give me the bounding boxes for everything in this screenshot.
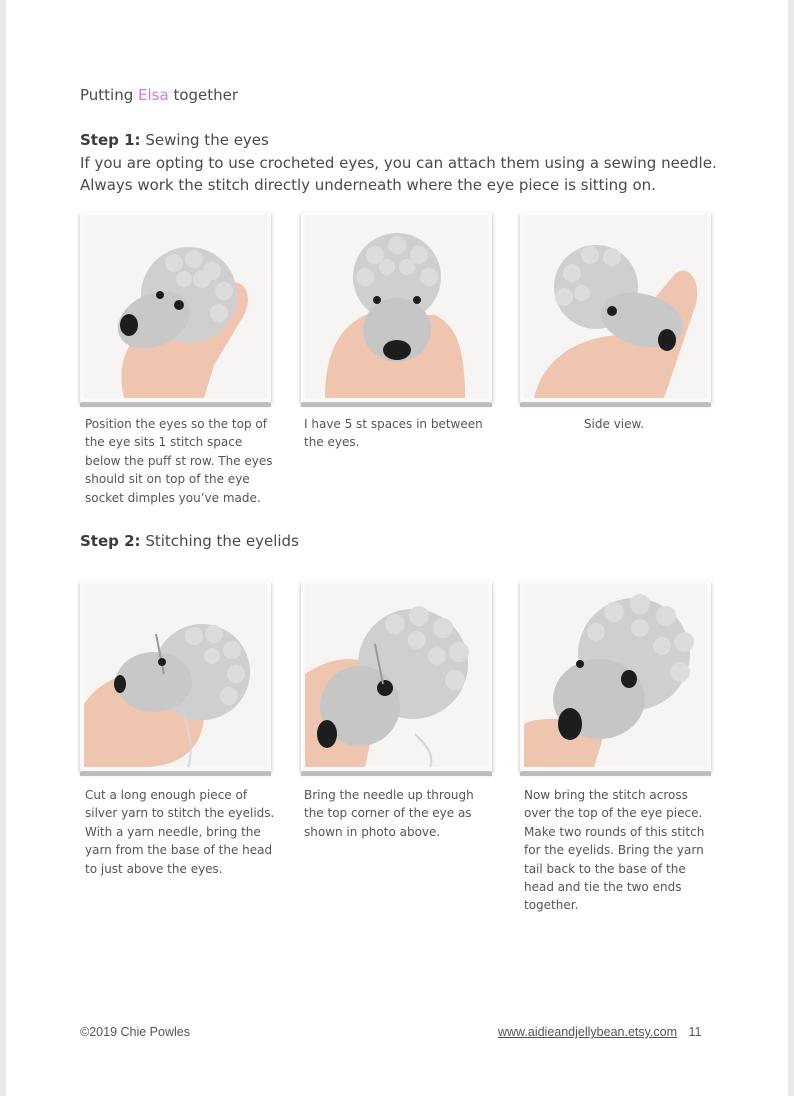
footer-url-link[interactable]: www.aidieandjellybean.etsy.com [498,1025,678,1039]
step2-caption-2: Bring the needle up through the top corner of the eye as shown in photo above. [304,788,474,839]
footer-copyright: ©2019 Chie Powles [80,1025,190,1039]
photo-shadow [520,772,711,776]
photo-front-angle [80,211,271,402]
photo-shadow [80,403,271,407]
step1-intro [80,152,740,196]
step1-caption-1: Position the eyes so the top of the eye sits 1 stitch space below the puff st row. The eyes should sit on top of the eye socket dimples you’ve made. [85,417,273,505]
step1-caption-3: Side view. [583,417,645,431]
step2-caption-1: Cut a long enough piece of silver yarn to stitch the eyelids. With a yarn needle, bring the yarn from the base of the head to just above the eyes. [85,788,275,876]
title-prefix: Putting [80,86,134,104]
step2-label: Step 2: [80,532,141,550]
photo-side-view [520,211,711,402]
title-suffix: together [173,86,239,104]
photo-needle-through-eye [301,580,492,771]
step2-heading [80,532,299,550]
photo-eyelid-stitched [520,580,711,771]
step1-title: Sewing the eyes [145,131,269,149]
step1-heading [80,131,269,149]
step1-line1: If you are opting to use crocheted eyes, you can attach them using a sewing needle. [80,154,717,172]
footer-right [498,1025,702,1039]
document-page [6,0,788,1096]
photo-shadow [520,403,711,407]
photo-shadow [80,772,271,776]
title-name: Elsa [138,86,169,104]
step1-line2: Always work the stitch directly underneath where the eye piece is sitting on. [80,176,656,194]
photo-needle-insert [80,580,271,771]
step2-title: Stitching the eyelids [145,532,299,550]
page-number: 11 [688,1025,702,1039]
page-title [80,86,238,104]
step1-caption-2: I have 5 st spaces in between the eyes. [304,417,483,450]
step2-caption-3: Now bring the stitch across over the top of the eye piece. Make two rounds of this stitch for the eyelids. Bring the yarn tail back to the base of the head and tie the two ends together. [524,788,705,913]
photo-shadow [301,772,492,776]
photo-front [301,211,492,402]
step1-label: Step 1: [80,131,141,149]
photo-shadow [301,403,492,407]
